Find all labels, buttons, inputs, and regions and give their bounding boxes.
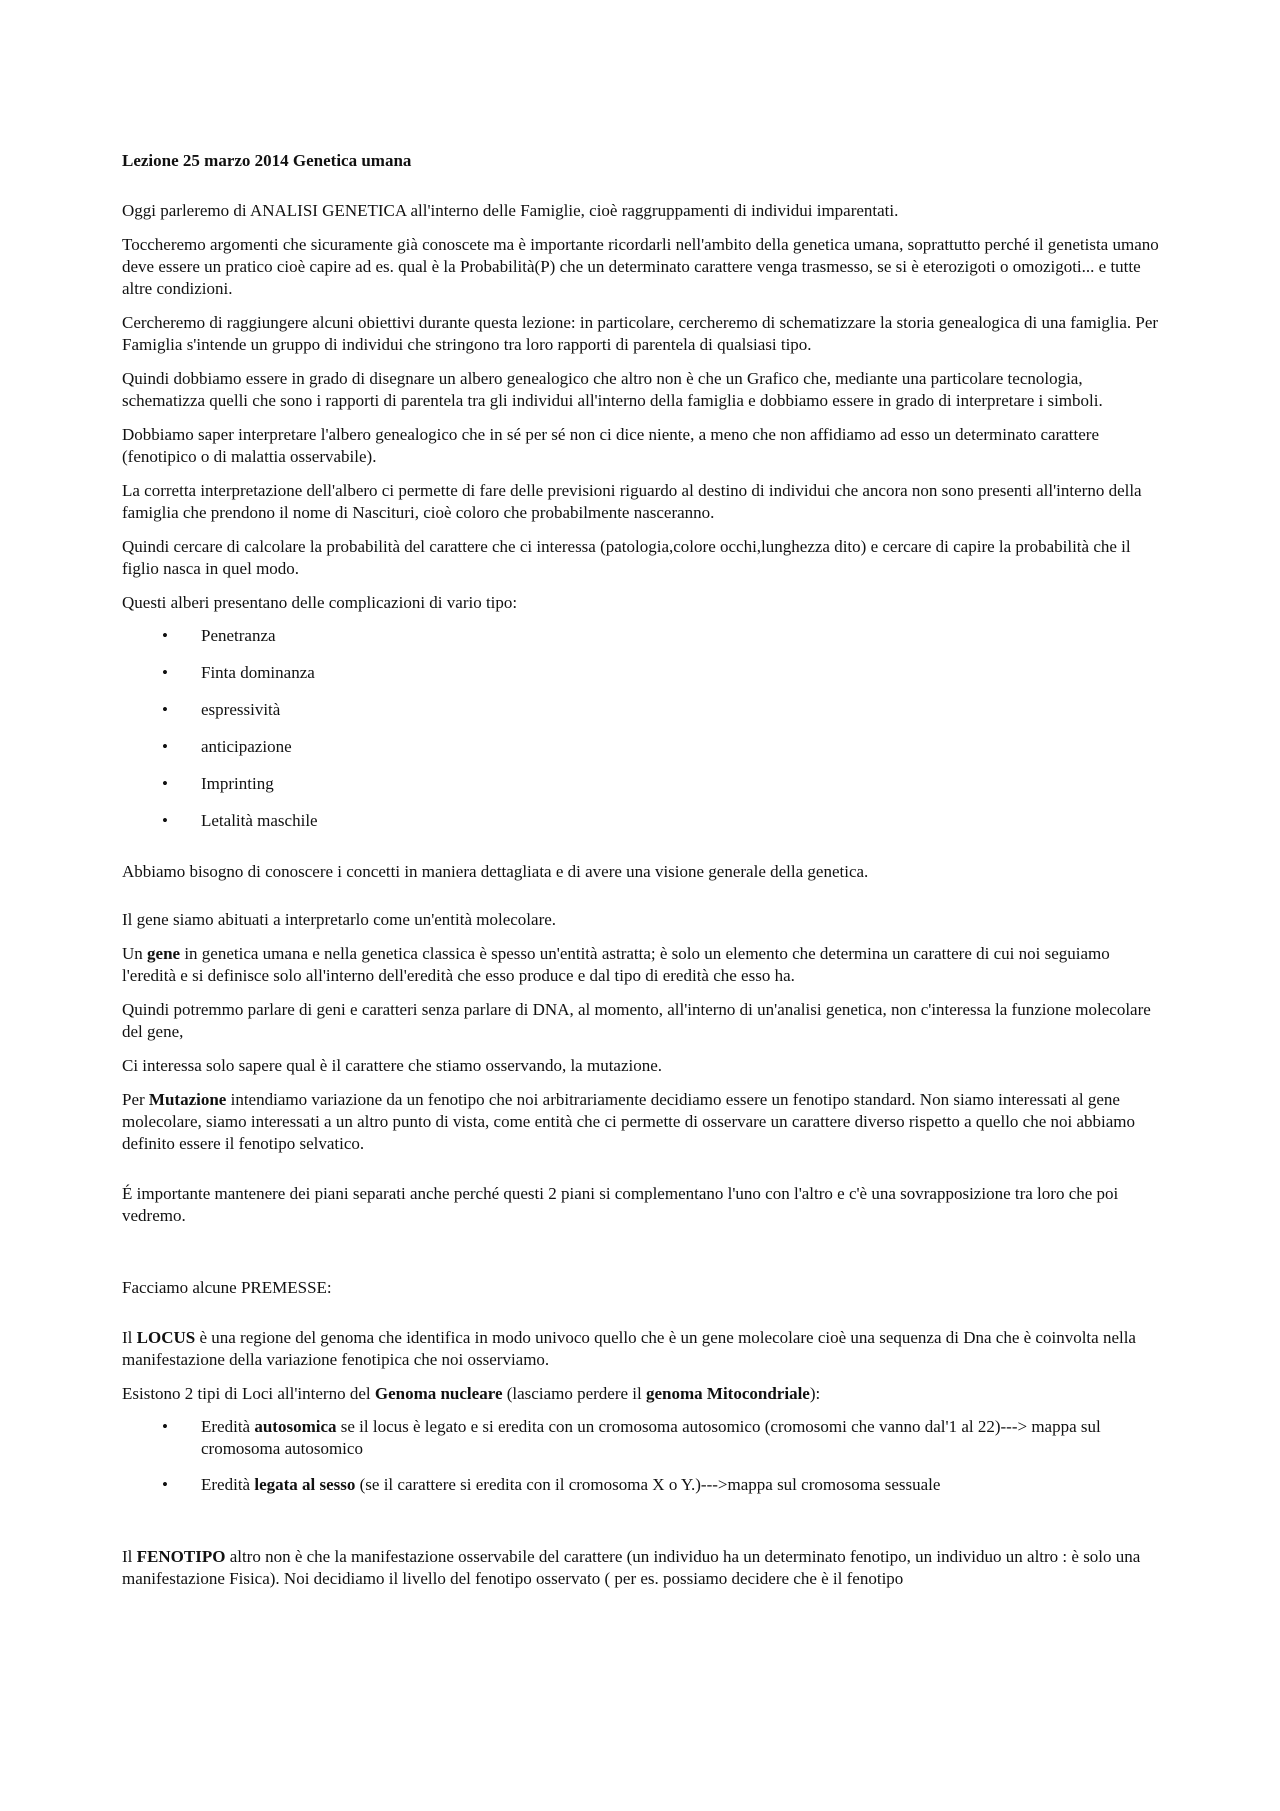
paragraph: Quindi potremmo parlare di geni e caratteri senza parlare di DNA, al momento, all'interno di un'analisi genetica, non c'interessa la funzione molecolare del gene, <box>122 1000 1151 1041</box>
paragraph-locus: Il LOCUS è una regione del genoma che identifica in modo univoco quello che è un gene molecolare cioè una sequenza di Dna che è coinvolta nella manifestazione della variazione fenotipica che noi osserviamo. <box>122 1328 1136 1369</box>
paragraph: Dobbiamo saper interpretare l'albero genealogico che in sé per sé non ci dice niente, a meno che non affidiamo ad esso un determinato carattere (fenotipico o di malattia osservabile). <box>122 425 1100 466</box>
term-locus: LOCUS <box>136 1328 196 1347</box>
document-body <box>122 150 1167 1590</box>
section-heading-premesse: Facciamo alcune PREMESSE: <box>122 1278 332 1297</box>
loci-list <box>122 1416 1167 1496</box>
paragraph-gene: Un gene in genetica umana e nella genetica classica è spesso un'entità astratta; è solo un elemento che determina un carattere di cui noi seguiamo l'eredità e si definisce solo all'interno dell'eredità che esso produce e dal tipo di eredità che esso ha. <box>122 944 1110 985</box>
paragraph: La corretta interpretazione dell'albero ci permette di fare delle previsioni riguardo al destino di individui che ancora non sono presenti all'interno della famiglia che prendono il nome di Nascituri, cioè coloro che probabilmente nasceranno. <box>122 481 1142 522</box>
bullet-icon: • <box>162 811 168 830</box>
list-item: • Penetranza <box>162 626 276 645</box>
list-item: • anticipazione <box>162 737 292 756</box>
term-gene: gene <box>147 944 181 963</box>
paragraph: Quindi dobbiamo essere in grado di disegnare un albero genealogico che altro non è che un Grafico che, mediante una particolare tecnologia, schematizza quelli che sono i rapporti di parentela tra gli individui all'interno della famiglia e dobbiamo essere in grado di interpretare i simboli. <box>122 369 1103 410</box>
term-genoma-nucleare: Genoma nucleare <box>374 1384 503 1403</box>
list-item: • Eredità autosomica se il locus è legato e si eredita con un cromosoma autosomico (cromosomi che vanno dal'1 al 22)---> mappa sul cromosoma autosomico <box>162 1417 1101 1458</box>
list-item: • Letalità maschile <box>162 811 318 830</box>
paragraph: Questi alberi presentano delle complicazioni di vario tipo: <box>122 593 518 612</box>
list-item: • espressività <box>162 700 281 719</box>
bullet-icon: • <box>162 1417 168 1436</box>
paragraph: Ci interessa solo sapere qual è il carattere che stiamo osservando, la mutazione. <box>122 1056 663 1075</box>
bullet-icon: • <box>162 1475 168 1494</box>
paragraph: Quindi cercare di calcolare la probabilità del carattere che ci interessa (patologia,colore occhi,lunghezza dito) e cercare di capire la probabilità che il figlio nasca in quel modo. <box>122 537 1131 578</box>
list-item: • Finta dominanza <box>162 663 315 682</box>
complications-list <box>122 625 1167 832</box>
bullet-icon: • <box>162 663 168 682</box>
bullet-icon: • <box>162 774 168 793</box>
term-genoma-mitocondriale: genoma Mitocondriale <box>646 1384 810 1403</box>
term-fenotipo: FENOTIPO <box>136 1547 226 1566</box>
list-item: • Eredità legata al sesso (se il carattere si eredita con il cromosoma X o Y.)--->mappa sul cromosoma sessuale <box>162 1475 941 1494</box>
paragraph: É importante mantenere dei piani separati anche perché questi 2 piani si complementano l'uno con l'altro e c'è una sovrapposizione tra loro che poi vedremo. <box>122 1184 1119 1225</box>
term-mutazione: Mutazione <box>148 1090 227 1109</box>
page-title: Lezione 25 marzo 2014 Genetica umana <box>122 151 412 170</box>
bullet-icon: • <box>162 626 168 645</box>
bullet-icon: • <box>162 737 168 756</box>
list-item: • Imprinting <box>162 774 274 793</box>
paragraph-intro: Oggi parleremo di ANALISI GENETICA all'interno delle Famiglie, cioè raggruppamenti di individui imparentati. <box>122 201 899 220</box>
bullet-icon: • <box>162 700 168 719</box>
paragraph: Il gene siamo abituati a interpretarlo come un'entità molecolare. <box>122 910 557 929</box>
paragraph-fenotipo: Il FENOTIPO altro non è che la manifestazione osservabile del carattere (un individuo ha un determinato fenotipo, un individuo un altro : è solo una manifestazione Fisica). Noi decidiamo il livello del fenotipo osservato ( per es. possiamo decidere che è il fenotipo <box>122 1547 1141 1588</box>
paragraph: Abbiamo bisogno di conoscere i concetti in maniera dettagliata e di avere una visione generale della genetica. <box>122 862 869 881</box>
paragraph-loci: Esistono 2 tipi di Loci all'interno del Genoma nucleare (lasciamo perdere il genoma Mitocondriale): <box>122 1384 821 1403</box>
paragraph-mutazione: Per Mutazione intendiamo variazione da un fenotipo che noi arbitrariamente decidiamo essere un fenotipo standard. Non siamo interessati al gene molecolare, siamo interessati a un altro punto di vista, come entità che ci permette di osservare un carattere diverso rispetto a quello che noi abbiamo definito essere il fenotipo selvatico. <box>122 1090 1136 1153</box>
paragraph: Toccheremo argomenti che sicuramente già conoscete ma è importante ricordarli nell'ambito della genetica umana, soprattutto perché il genetista umano deve essere un pratico cioè capire ad es. qual è la Probabilità(P) che un determinato carattere venga trasmesso, se si è eterozigoti o omozigoti... e tutte altre condizioni. <box>122 235 1159 298</box>
paragraph: Cercheremo di raggiungere alcuni obiettivi durante questa lezione: in particolare, cercheremo di schematizzare la storia genealogica di una famiglia. Per Famiglia s'intende un gruppo di individui che stringono tra loro rapporti di parentela di qualsiasi tipo. <box>122 313 1159 354</box>
